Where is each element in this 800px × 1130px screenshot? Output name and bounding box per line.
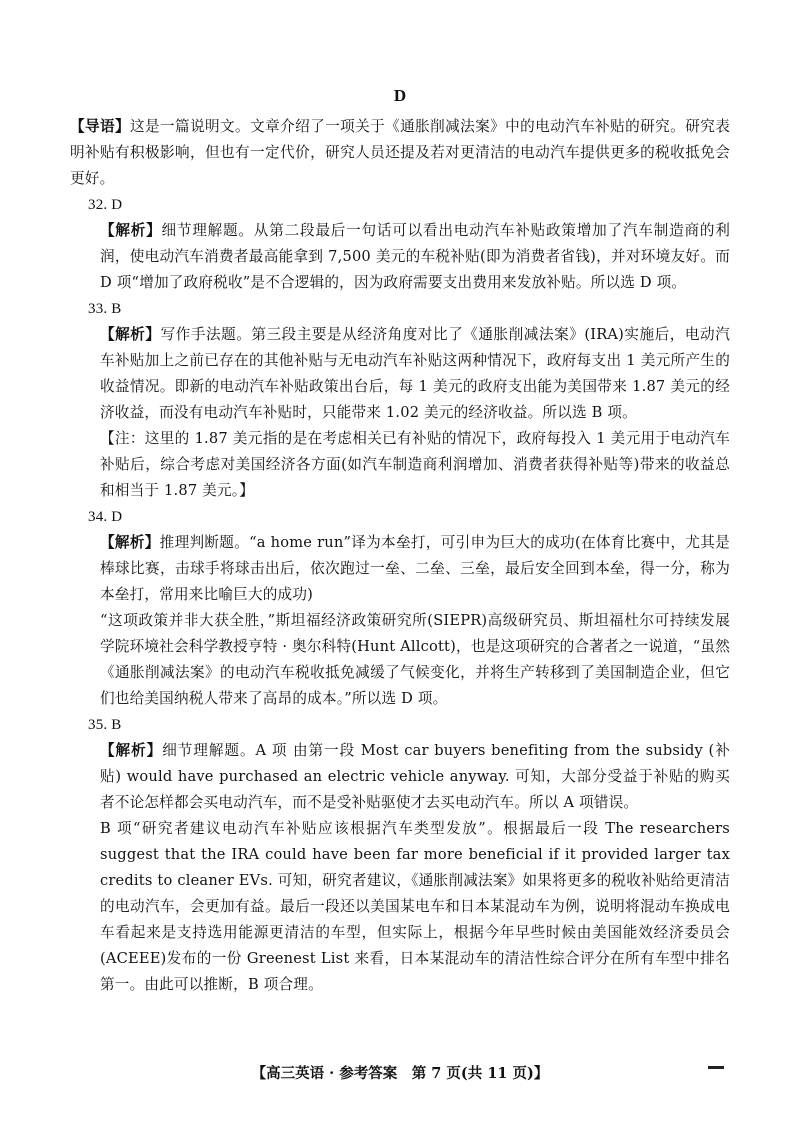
question-35-number: 35. B bbox=[88, 717, 122, 733]
analysis-text: 写作手法题。第三段主要是从经济角度对比了《通胀削减法案》(IRA)实施后，电动汽车补贴加上之前已存在的其他补贴与无电动汽车补贴这两种情况下，政府每支出 1 美元所产生的收益情况。即新的电动汽车补贴政策出台后，每 1 美元的政府支出能为美国带来 1.87 美元的经济收益，而没有电动汽车补贴时，只能带来 1.02 美元的经济收益。所以选 B 项。 bbox=[100, 326, 730, 421]
intro-text: 这是一篇说明文。文章介绍了一项关于《通胀削减法案》中的电动汽车补贴的研究。研究表明补贴有积极影响，但也有一定代价，研究人员还提及若对更清洁的电动汽车提供更多的税收抵免会更好。 bbox=[70, 118, 730, 187]
question-32-number: 32. D bbox=[88, 197, 123, 213]
analysis-text: 推理判断题。“a home run”译为本垒打，可引申为巨大的成功(在体育比赛中，尤其是棒球比赛，击球手将球击出后，依次跑过一垒、二垒、三垒，最后安全回到本垒，得一分，称为本垒打，常用来比喻巨大的成功) bbox=[100, 534, 730, 603]
question-33-note: 【注：这里的 1.87 美元指的是在考虑相关已有补贴的情况下，政府每投入 1 美元用于电动汽车补贴后，综合考虑对美国经济各方面(如汽车制造商利润增加、消费者获得补贴等)带来的收益总和相当于 1.87 美元。】 bbox=[100, 430, 730, 499]
analysis-text: 细节理解题。从第二段最后一句话可以看出电动汽车补贴政策增加了汽车制造商的利润，使电动汽车消费者最高能拿到 7,500 美元的车税补贴(即为消费者省钱)，并对环境友好。而 D 项“增加了政府税收”是不合逻辑的，因为政府需要支出费用来发放补贴。所以选 D 项。 bbox=[100, 222, 730, 291]
analysis-tag: 【解析】 bbox=[100, 326, 161, 343]
analysis-text: 细节理解题。A 项 由第一段 Most car buyers benefiting from the subsidy (补贴) would have purchased an electric vehicle anyway. 可知，大部分受益于补贴的购买者不论怎样都会买电动汽车，而不是受补贴驱使才去买电动汽车。所以 A 项错误。 bbox=[100, 742, 730, 811]
page-footer: 【高三英语 · 参考答案 第 7 页(共 11 页)】 bbox=[251, 1065, 549, 1082]
intro-tag: 【导语】 bbox=[70, 118, 131, 135]
question-34-quote: “这项政策并非大获全胜，”斯坦福经济政策研究所(SIEPR)高级研究员、斯坦福杜尔可持续发展学院环境社会科学教授亨特 · 奥尔科特(Hunt Allcott)，也是这项研究的合著者之一说道，“虽然《通胀削减法案》的电动汽车税收抵免减缓了气候变化，并将生产转移到了美国制造企业，但它们也给美国纳税人带来了高昂的成本。”所以选 D 项。 bbox=[100, 612, 730, 707]
analysis-tag: 【解析】 bbox=[100, 534, 160, 551]
answer-content bbox=[70, 114, 730, 998]
question-33-analysis bbox=[70, 322, 730, 426]
question-34-analysis bbox=[70, 530, 730, 608]
question-33-number: 33. B bbox=[88, 301, 122, 317]
analysis-tag: 【解析】 bbox=[100, 742, 163, 759]
question-32-analysis bbox=[70, 218, 730, 296]
intro-paragraph bbox=[70, 114, 730, 192]
section-title: D bbox=[393, 86, 407, 105]
footer-dash-mark bbox=[708, 1066, 724, 1069]
question-35-analysis bbox=[70, 738, 730, 816]
question-34-number: 34. D bbox=[88, 509, 123, 525]
analysis-tag: 【解析】 bbox=[100, 222, 162, 239]
question-35-option-b: B 项“研究者建议电动汽车补贴应该根据汽车类型发放”。根据最后一段 The researchers suggest that the IRA could have been far more beneficial if it provided larger tax credits to cleaner EVs. 可知，研究者建议，《通胀削减法案》如果将更多的税收补贴给更清洁的电动汽车，会更加有益。最后一段还以美国某电车和日本某混动车为例，说明将混动车换成电车看起来是支持选用能源更清洁的车型，但实际上，根据今年早些时候由美国能效经济委员会(ACEEE)发布的一份 Greenest List 来看，日本某混动车的清洁性综合评分在所有车型中排名第一。由此可以推断，B 项合理。 bbox=[100, 820, 730, 993]
